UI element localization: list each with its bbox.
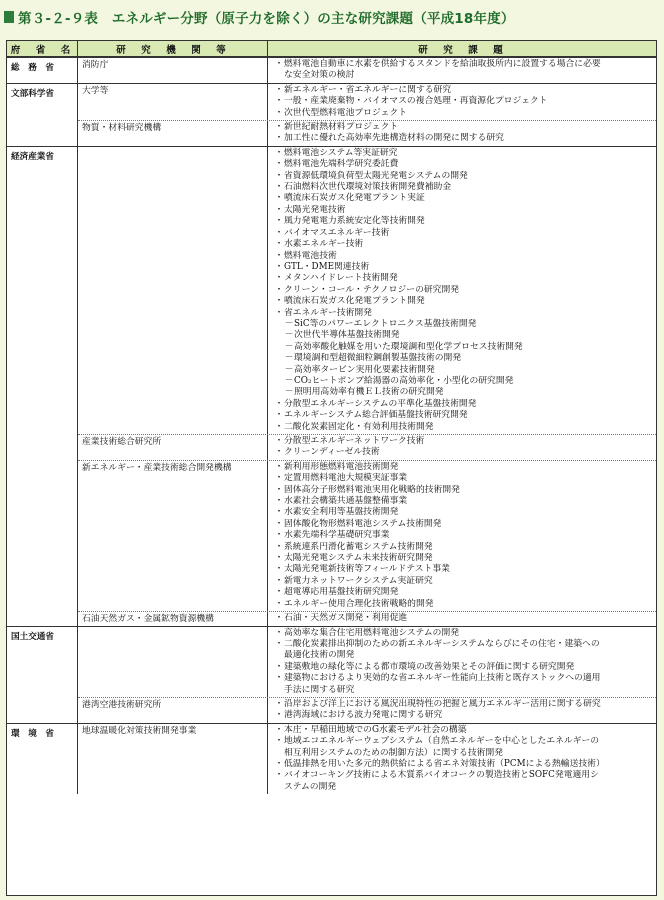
topic-item <box>272 216 654 227</box>
topic-bullet: ・ <box>274 273 284 284</box>
topic-text: クリーンディーゼル技術 <box>284 447 380 458</box>
institution-name <box>78 147 268 434</box>
topic-item <box>272 319 654 330</box>
topic-item <box>272 650 654 661</box>
topic-text: 水素社会構築共通基盤整備事業 <box>284 496 408 507</box>
topic-text: 燃料電池システム等実証研究 <box>284 147 398 158</box>
topic-text: 水素エネルギー技術 <box>284 239 364 250</box>
topic-bullet: ・ <box>274 133 284 144</box>
topic-item <box>272 148 654 159</box>
topic-bullet: ・ <box>274 216 284 227</box>
topic-text: 分散型エネルギーネットワーク技術 <box>284 436 425 446</box>
institution-name: 物質・材料研究機構 <box>78 121 268 146</box>
institution-name: 大学等 <box>78 84 268 120</box>
topic-text: 燃料電池先端科学研究委託費 <box>284 159 399 170</box>
topic-item <box>272 330 654 341</box>
topic-item <box>272 205 654 216</box>
topic-bullet: － <box>284 353 294 364</box>
topic-bullet: ・ <box>274 193 284 204</box>
topic-text: 建築物におけるより実効的な省エネルギー性能向上技術と既存ストックへの適用 <box>284 673 601 684</box>
institution-group <box>78 147 656 626</box>
institution-group <box>78 58 656 83</box>
topic-bullet: ・ <box>274 410 284 421</box>
topic-bullet: ・ <box>274 564 284 575</box>
topic-bullet: ・ <box>274 436 284 446</box>
topic-bullet: ・ <box>274 122 284 133</box>
topic-bullet: － <box>284 375 294 386</box>
topic-item <box>272 422 654 433</box>
header-topic: 研 究 課 題 <box>418 44 506 56</box>
topic-item <box>272 122 654 133</box>
topic-item <box>272 387 654 398</box>
square-bullet-icon <box>4 11 14 23</box>
institution-row <box>78 84 656 121</box>
table-row <box>7 724 656 794</box>
topic-bullet: ・ <box>274 661 284 672</box>
page-title: 第３-２-９表 エネルギー分野（原子力を除く）の主な研究課題（平成18年度） <box>18 11 515 27</box>
topic-item <box>272 770 654 781</box>
institution-name: 新エネルギー・産業技術総合開発機構 <box>78 461 268 611</box>
topic-item <box>272 613 654 624</box>
topic-list <box>268 461 656 611</box>
topic-bullet: － <box>284 330 294 341</box>
topic-text: 高効率な集合住宅用燃料電池システムの開発 <box>284 627 460 638</box>
topic-item <box>272 599 654 610</box>
topic-item <box>272 710 654 721</box>
topic-text: 固体高分子形燃料電池実用化戦略的技術開発 <box>284 484 460 495</box>
institution-row <box>78 58 656 83</box>
topic-text: 次世代型燃料電池プロジェクト <box>284 107 407 118</box>
topic-item <box>272 96 654 107</box>
ministry-name: 環 境 省 <box>7 724 78 794</box>
topic-text: 水素安全利用等基盤技術開発 <box>284 507 399 518</box>
topic-bullet: ・ <box>274 627 284 638</box>
topic-text: 固体酸化物形燃料電池システム技術開発 <box>284 518 442 529</box>
institution-row <box>78 698 656 723</box>
topic-text: ステムの開発 <box>284 781 337 792</box>
topic-list <box>268 435 656 460</box>
topic-item <box>272 673 654 684</box>
topic-text: 省エネルギー技術開発 <box>284 307 372 318</box>
topic-item <box>272 628 654 639</box>
topic-text: 相互利用システムのための制御方法）に関する技術開発 <box>284 747 504 758</box>
topic-bullet: ・ <box>274 598 284 609</box>
ministry-name: 経済産業省 <box>7 147 78 626</box>
topic-item <box>272 436 654 447</box>
topic-bullet: ・ <box>274 710 284 721</box>
institution-row <box>78 121 656 146</box>
topic-item <box>272 473 654 484</box>
topic-bullet: ・ <box>274 261 284 272</box>
topic-bullet: ・ <box>274 147 284 158</box>
title-bar <box>0 0 664 34</box>
topic-text: 最適化技術の開発 <box>284 650 355 661</box>
topic-bullet: ・ <box>274 638 284 649</box>
topic-item <box>272 782 654 793</box>
institution-row <box>78 612 656 625</box>
topic-item <box>272 399 654 410</box>
topic-list <box>268 147 656 434</box>
topic-item <box>272 725 654 736</box>
topic-item <box>272 553 654 564</box>
institution-name: 消防庁 <box>78 58 268 83</box>
topic-bullet: ・ <box>274 84 284 95</box>
topic-text: CO₂ヒートポンプ給湯器の高効率化・小型化の研究開発 <box>294 375 514 386</box>
topic-item <box>272 736 654 747</box>
institution-name: 地球温暖化対策技術開発事業 <box>78 724 268 794</box>
topic-item <box>272 542 654 553</box>
topic-item <box>272 685 654 696</box>
topic-text: 新利用形態燃料電池技術開発 <box>284 461 399 472</box>
topic-text: 本庄・早稲田地域でのG水素モデル社会の構築 <box>284 724 467 735</box>
topic-bullet <box>274 782 284 793</box>
topic-item <box>272 699 654 710</box>
topic-text: エネルギー使用合理化技術戦略的開発 <box>284 598 434 609</box>
topic-item <box>272 365 654 376</box>
institution-name: 石油天然ガス・金属鉱物資源機構 <box>78 612 268 625</box>
topic-list <box>268 612 656 625</box>
topic-item <box>272 507 654 518</box>
topic-list <box>268 627 656 697</box>
topic-bullet: ・ <box>274 227 284 238</box>
topic-item <box>272 70 654 81</box>
topic-item <box>272 353 654 364</box>
topic-text: 加工性に優れた高効率先進構造材料の開発に関する研究 <box>284 133 504 144</box>
topic-bullet: － <box>284 341 294 352</box>
topic-bullet: ・ <box>274 530 284 541</box>
topic-bullet: ・ <box>274 461 284 472</box>
topic-bullet: ・ <box>274 736 284 747</box>
topic-text: な安全対策の検討 <box>284 70 355 81</box>
topic-text: 高効率酸化触媒を用いた環境調和型化学プロセス技術開発 <box>294 341 523 352</box>
topic-item <box>272 576 654 587</box>
topic-item <box>272 662 654 673</box>
topic-bullet <box>274 650 284 661</box>
institution-row <box>78 461 656 612</box>
header-ministry: 府 省 名 <box>7 41 78 56</box>
table-row <box>7 627 656 724</box>
institution-group <box>78 627 656 723</box>
topic-bullet: ・ <box>274 447 284 458</box>
topic-bullet: ・ <box>274 587 284 598</box>
topic-item <box>272 59 654 70</box>
research-table <box>6 40 657 896</box>
topic-bullet: ・ <box>274 724 284 735</box>
topic-text: GTL・DME関連技術 <box>284 261 370 272</box>
topic-text: 地域エコエネルギーウェブシステム（自然エネルギーを中心としたエネルギーの <box>284 736 600 747</box>
topic-bullet: ・ <box>274 507 284 518</box>
topic-text: 建築敷地の緑化等による都市環境の改善効果とその評価に関する研究開発 <box>284 661 575 672</box>
topic-text: 新エネルギー・省エネルギーに関する研究 <box>284 84 452 95</box>
institution-row <box>78 147 656 435</box>
institution-name <box>78 627 268 697</box>
topic-list <box>268 724 656 794</box>
topic-text: 一般・産業廃棄物・バイオマスの複合処理・再資源化プロジェクト <box>284 96 548 107</box>
topic-bullet: ・ <box>274 484 284 495</box>
topic-item <box>272 285 654 296</box>
topic-text: 石油燃料次世代環境対策技術開発費補助金 <box>284 182 452 193</box>
institution-group <box>78 84 656 146</box>
topic-bullet: ・ <box>274 170 284 181</box>
topic-text: 分散型エネルギーシステムの平準化基盤技術開発 <box>284 398 477 409</box>
topic-item <box>272 159 654 170</box>
topic-bullet: ・ <box>274 107 284 118</box>
topic-item <box>272 759 654 770</box>
table-row <box>7 84 656 147</box>
topic-item <box>272 564 654 575</box>
topic-item <box>272 462 654 473</box>
topic-bullet: ・ <box>274 575 284 586</box>
topic-item <box>272 530 654 541</box>
topic-text: エネルギーシステム総合評価基盤技術研究開発 <box>284 410 468 421</box>
topic-text: 超電導応用基盤技術研究開発 <box>284 587 399 598</box>
topic-bullet: ・ <box>274 284 284 295</box>
topic-bullet: ・ <box>274 758 284 769</box>
topic-bullet: ・ <box>274 673 284 684</box>
topic-item <box>272 85 654 96</box>
topic-bullet: ・ <box>274 204 284 215</box>
topic-text: 省資源低環境負荷型太陽光発電システムの開発 <box>284 170 468 181</box>
ministry-name: 国土交通省 <box>7 627 78 723</box>
topic-item <box>272 228 654 239</box>
topic-item <box>272 193 654 204</box>
topic-text: 高効率タービン実用化要素技術開発 <box>294 364 435 375</box>
topic-text: 新世紀耐熱材料プロジェクト <box>284 122 399 133</box>
table-header <box>7 41 656 58</box>
topic-bullet: ・ <box>274 518 284 529</box>
topic-bullet: － <box>284 364 294 375</box>
topic-text: 燃料電池自動車に水素を供給するスタンドを給油取扱所内に設置する場合に必要 <box>284 59 601 69</box>
topic-bullet: ・ <box>274 698 284 709</box>
topic-text: 燃料電池技術 <box>284 250 337 261</box>
topic-item <box>272 748 654 759</box>
ministry-name: 文部科学省 <box>7 84 78 146</box>
topic-text: 照明用高効率有機ＥＬ技術の研究開発 <box>294 387 444 398</box>
topic-text: バイオコーキング技術による木質系バイオコークの製造技術とSOFC発電適用シ <box>284 770 599 781</box>
topic-bullet: － <box>284 318 294 329</box>
topic-text: 新電力ネットワークシステム実証研究 <box>284 575 433 586</box>
topic-item <box>272 587 654 598</box>
institution-group <box>78 724 656 794</box>
topic-text: 定置用燃料電池大規模実証事業 <box>284 473 408 484</box>
topic-item <box>272 447 654 458</box>
topic-list <box>268 84 656 120</box>
topic-text: 沿岸および洋上における風況出現特性の把握と風力エネルギー活用に関する研究 <box>284 698 601 709</box>
topic-text: 太陽光発電新技術等フィールドテスト事業 <box>284 564 450 575</box>
topic-bullet: ・ <box>274 96 284 107</box>
topic-item <box>272 296 654 307</box>
topic-item <box>272 308 654 319</box>
topic-item <box>272 108 654 119</box>
topic-item <box>272 410 654 421</box>
topic-list <box>268 698 656 723</box>
topic-bullet <box>274 748 284 759</box>
topic-text: 二酸化炭素固定化・有効利用技術開発 <box>284 421 434 432</box>
topic-bullet: ・ <box>274 541 284 552</box>
topic-text: 水素先端科学基礎研究事業 <box>284 530 390 541</box>
topic-item <box>272 239 654 250</box>
table-row <box>7 147 656 627</box>
topic-bullet: ・ <box>274 239 284 250</box>
table-row <box>7 58 656 84</box>
topic-bullet <box>274 70 284 81</box>
topic-item <box>272 262 654 273</box>
topic-text: 太陽光発電システム未来技術研究開発 <box>284 553 433 564</box>
topic-text: クリーン・コール・テクノロジーの研究開発 <box>284 284 460 295</box>
topic-bullet: ・ <box>274 553 284 564</box>
institution-row <box>78 435 656 461</box>
topic-text: 噴流床石炭ガス化発電プラント実証 <box>284 193 425 204</box>
topic-text: メタンハイドレート技術開発 <box>284 273 398 284</box>
topic-bullet: ・ <box>274 496 284 507</box>
institution-name: 産業技術総合研究所 <box>78 435 268 460</box>
topic-item <box>272 342 654 353</box>
topic-bullet: ・ <box>274 307 284 318</box>
topic-text: 石油・天然ガス開発・利用促進 <box>284 613 408 624</box>
topic-item <box>272 519 654 530</box>
topic-text: 噴流床石炭ガス化発電プラント開発 <box>284 296 425 307</box>
topic-text: 次世代半導体基盤技術開発 <box>294 330 400 341</box>
topic-bullet: ・ <box>274 770 284 781</box>
institution-name: 港湾空港技術研究所 <box>78 698 268 723</box>
institution-row <box>78 627 656 698</box>
topic-text: 太陽光発電技術 <box>284 204 346 215</box>
topic-item <box>272 496 654 507</box>
topic-item <box>272 182 654 193</box>
ministry-name: 総 務 省 <box>7 58 78 83</box>
topic-bullet: － <box>284 387 294 398</box>
topic-item <box>272 251 654 262</box>
topic-item <box>272 133 654 144</box>
topic-list <box>268 58 656 83</box>
topic-bullet: ・ <box>274 59 284 69</box>
topic-text: 環境調和型超微細粒鋼創製基盤技術の開発 <box>294 353 462 364</box>
institution-row <box>78 724 656 794</box>
header-institution: 研 究 機 関 等 <box>78 41 268 56</box>
topic-text: SiC等のパワーエレクトロニクス基盤技術開発 <box>294 318 477 329</box>
topic-text: 二酸化炭素排出抑制のための新エネルギーシステムならびにその住宅・建築への <box>284 638 600 649</box>
topic-bullet: ・ <box>274 473 284 484</box>
topic-bullet: ・ <box>274 421 284 432</box>
topic-bullet: ・ <box>274 182 284 193</box>
topic-bullet: ・ <box>274 296 284 307</box>
topic-text: 系統連系円滑化蓄電システム技術開発 <box>284 541 433 552</box>
topic-bullet: ・ <box>274 250 284 261</box>
topic-bullet: ・ <box>274 398 284 409</box>
topic-item <box>272 639 654 650</box>
topic-text: 港湾海域における波力発電に関する研究 <box>284 710 443 721</box>
topic-bullet: ・ <box>274 159 284 170</box>
topic-item <box>272 171 654 182</box>
topic-list <box>268 121 656 146</box>
topic-text: 手法に関する研究 <box>284 684 355 695</box>
topic-text: バイオマスエネルギー技術 <box>284 227 390 238</box>
topic-bullet: ・ <box>274 613 284 624</box>
topic-text: 風力発電電力系統安定化等技術開発 <box>284 216 425 227</box>
topic-item <box>272 485 654 496</box>
topic-item <box>272 376 654 387</box>
topic-item <box>272 273 654 284</box>
table-body <box>7 58 656 794</box>
topic-bullet <box>274 685 284 696</box>
topic-text: 低温排熱を用いた多元的熱供給による省エネ対策技術（PCMによる熱輸送技術） <box>284 758 605 769</box>
